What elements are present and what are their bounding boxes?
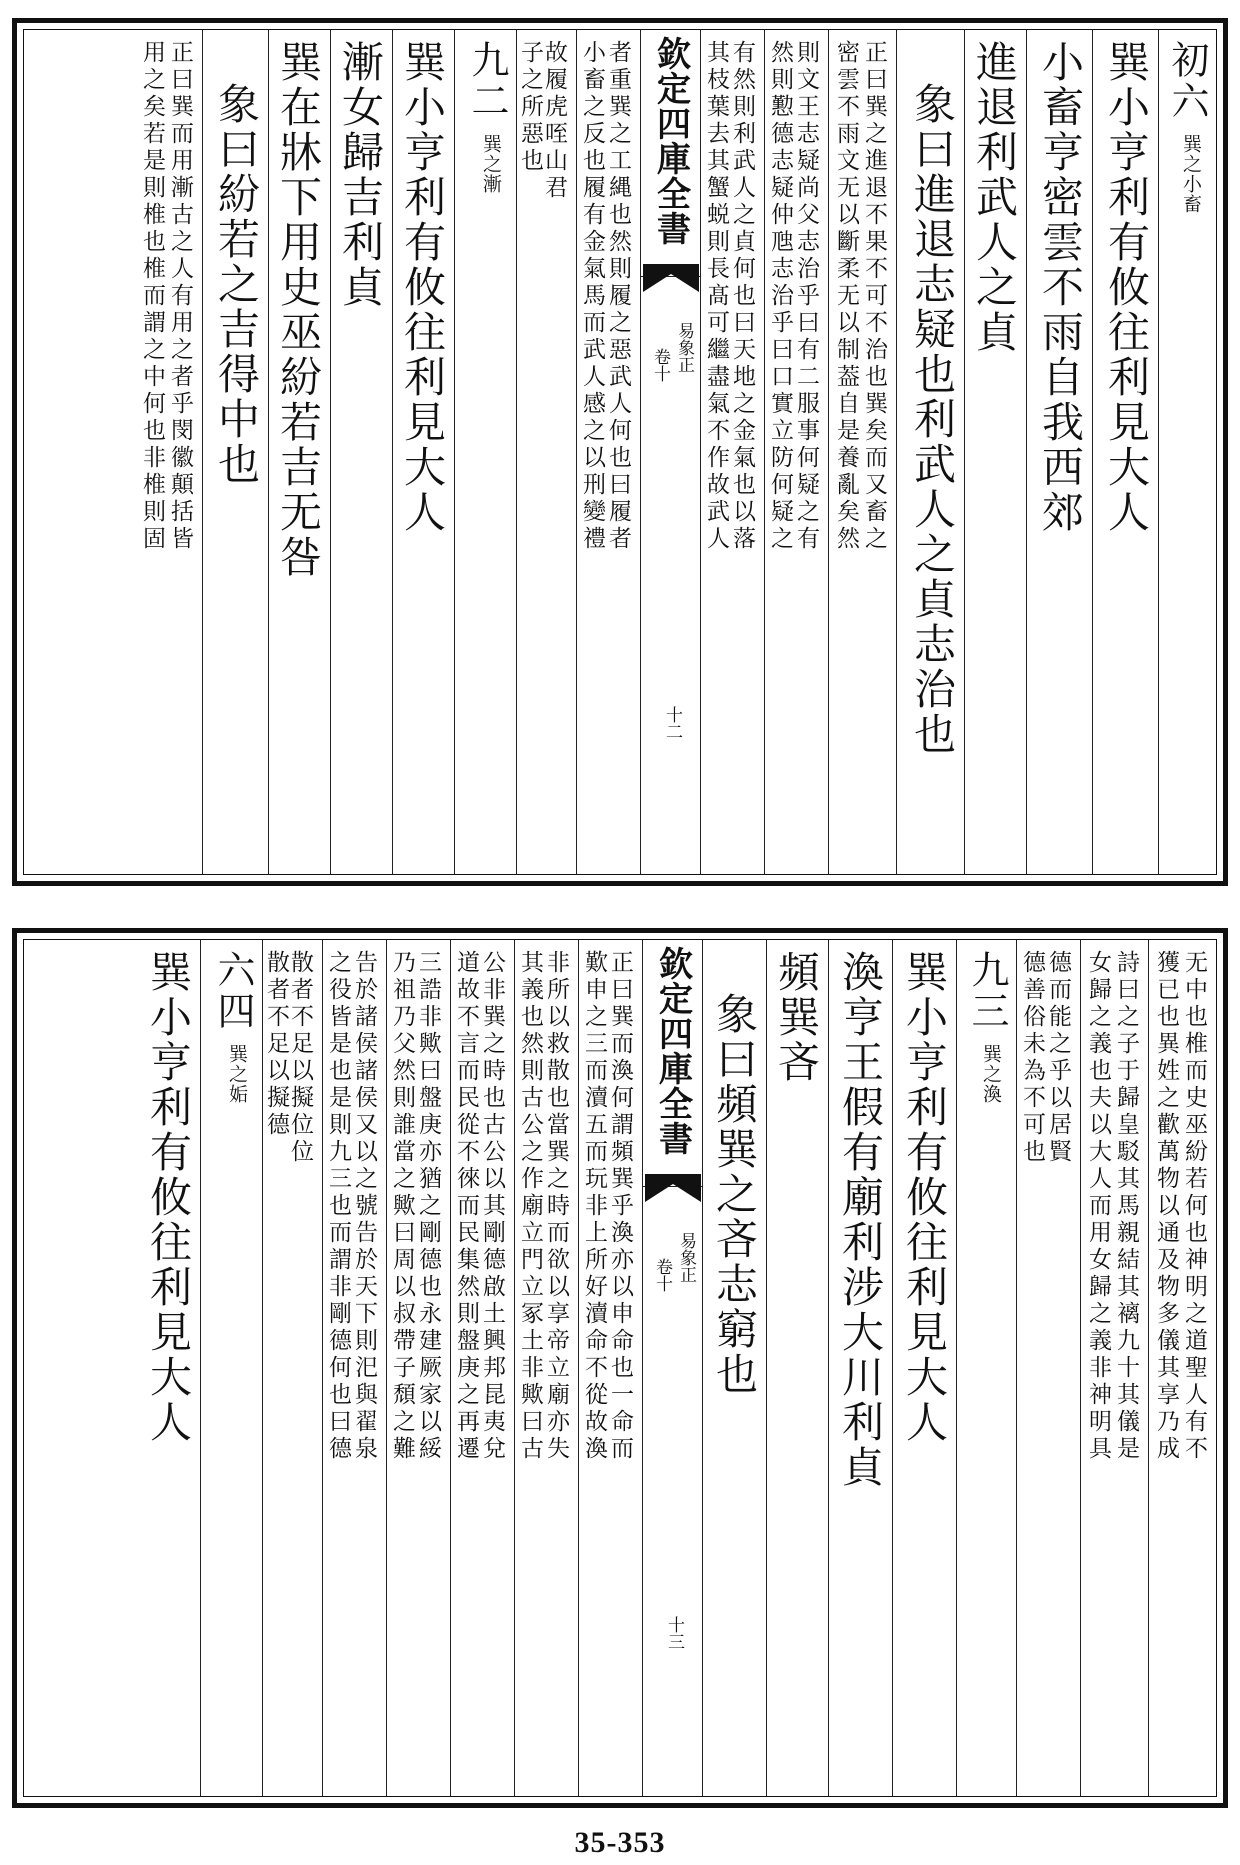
commentary-text: 其枝葉去其蟹蜕則長髙可繼盡氣不作故武人 [703,40,729,553]
commentary-text: 歎申之三而瀆五而玩非上所好瀆命不從故渙 [581,950,607,1463]
line-position-label: 六四 [211,950,255,1032]
commentary-text: 正曰巽而渙何謂頻巽乎渙亦以申命也一命而 [607,950,633,1463]
column-commentary [386,940,450,1796]
judgment-text: 巽小亨利有攸往利見大人 [144,950,193,1445]
commentary-text: 子之所惡也 [517,40,543,175]
upper-page-frame [23,29,1217,875]
hexagram-pair-note: 巽之漸 [480,134,502,194]
hexagram-pair-note: 巽之小畜 [1180,134,1202,214]
commentary-text: 公非巽之時也古公以其剛德啟土興邦昆夷兌 [479,950,505,1463]
commentary-text: 正曰巽之進退不果不可不治也巽矣而又畜之 [861,40,887,553]
hexagram-pair-note: 巽之姤 [226,1044,248,1104]
hexagram-pair-note: 巽之渙 [980,1044,1002,1104]
center-title-band [641,30,700,277]
column-commentary [1080,940,1148,1796]
commentary-text: 用之矣若是則椎也椎而謂之中何也非椎則固 [139,40,165,553]
commentary-text: 德而能之乎以居賢 [1045,950,1071,1166]
column-commentary [450,940,514,1796]
column-line-text [964,30,1026,874]
column-commentary [134,30,202,874]
center-title-band [643,940,702,1187]
column-line-head [200,940,262,1796]
lower-page [12,928,1228,1808]
column-judgment [892,940,956,1796]
commentary-text: 其義也然則古公之作廟立門立冢土非歟曰古 [517,950,543,1463]
judgment-text: 巽小亨利有攸往利見大人 [398,40,447,535]
column-commentary [322,940,386,1796]
column-image-text [202,30,268,874]
commentary-text: 故履虎咥山君 [541,40,567,202]
column-commentary [578,940,642,1796]
column-commentary [1016,940,1080,1796]
commentary-text: 則文王志疑尚父志治乎曰有二服事何疑之有 [793,40,819,553]
collection-title: 欽定四庫全書 [650,36,691,246]
line-position-label: 初六 [1165,40,1209,122]
commentary-text: 乃祖乃父然則誰當之歟曰周以叔帶子頹之難 [389,950,415,1463]
column-judgment [392,30,454,874]
line-text: 頻巽吝 [772,950,821,1085]
column-commentary [828,30,896,874]
column-commentary [764,30,828,874]
judgment-text: 小畜亨密雲不雨自我西郊 [1036,40,1085,535]
column-line-head [1158,30,1216,874]
line-text: 進退利武人之貞 [970,40,1019,355]
commentary-text: 詩曰之子于歸皇駁其馬親結其褵九十其儀是 [1113,950,1139,1463]
commentary-text: 德善俗未為不可也 [1019,950,1045,1166]
center-fold-column [642,940,702,1796]
image-text: 象曰進退志疑也利武人之貞志治也 [908,82,957,757]
commentary-text: 然則懃德志疑仲虺志治乎曰口實立防何疑之 [767,40,793,553]
column-image-text [896,30,964,874]
column-commentary [1148,940,1216,1796]
column-commentary [262,940,322,1796]
commentary-text: 三誥非歟曰盤庚亦猶之剛德也永建厥家以綏 [415,950,441,1463]
volume-number: 卷十 [650,348,670,382]
column-line-head [454,30,516,874]
judgment-text: 渙亨王假有廟利涉大川利貞 [836,950,885,1490]
column-line-head [956,940,1016,1796]
fish-tail-mark-icon [645,1174,701,1202]
commentary-text: 道故不言而民從不徠而民集然則盤庚之再遷 [453,950,479,1463]
commentary-text: 散者不足以擬德 [263,950,289,1139]
column-commentary [576,30,640,874]
judgment-text: 巽小亨利有攸往利見大人 [900,950,949,1445]
column-line-text [268,30,330,874]
column-commentary [516,30,576,874]
column-judgment [132,940,200,1796]
commentary-text: 正曰巽而用漸古之人有用之者乎閔徽顛括皆 [167,40,193,553]
judgment-text: 漸女歸吉利貞 [336,40,385,310]
commentary-text: 女歸之義也夫以大人而用女歸之義非神明具 [1085,950,1111,1463]
image-text: 象曰紛若之吉得中也 [212,82,261,487]
fish-tail-mark-icon [643,264,699,292]
commentary-text: 之役皆是也是則九三也而謂非剛德何也曰德 [325,950,351,1463]
volume-number: 卷十 [652,1258,672,1292]
commentary-text: 非所以救散也當巽之時而欲以享帝立廟亦失 [543,950,569,1463]
line-position-label: 九二 [465,40,509,122]
column-judgment [1092,30,1158,874]
commentary-text: 小畜之反也履有金氣馬而武人感之以刑變禮 [579,40,605,553]
upper-page [12,18,1228,886]
commentary-text: 者重巽之工縄也然則履之惡武人何也曰履者 [605,40,631,553]
line-text: 巽在牀下用史巫紛若吉无咎 [274,40,323,580]
column-image-text [702,940,766,1796]
image-text: 象曰頻巽之吝志窮也 [710,992,759,1397]
column-judgment [330,30,392,874]
folio-number: 十三 [664,1616,684,1650]
column-commentary [514,940,578,1796]
book-title: 易象正 [676,1232,696,1283]
column-judgment [828,940,892,1796]
commentary-text: 告於諸侯諸侯又以之號告於天下則汜與翟泉 [351,950,377,1463]
folio-number: 十二 [662,706,682,740]
book-title: 易象正 [674,322,694,373]
lower-page-frame [23,939,1217,1797]
page-number: 35-353 [574,1826,666,1859]
column-line-text [766,940,828,1796]
line-position-label: 九三 [965,950,1009,1032]
column-judgment [1026,30,1092,874]
judgment-text: 巽小亨利有攸往利見大人 [1102,40,1151,535]
commentary-text: 有然則利武人之貞何也曰天地之金氣也以落 [729,40,755,553]
column-commentary [700,30,764,874]
commentary-text: 无中也椎而史巫紛若何也神明之道聖人有不 [1181,950,1207,1463]
commentary-text: 獲已也異姓之歡萬物以通及物多儀其享乃成 [1153,950,1179,1463]
center-fold-column [640,30,700,874]
commentary-text: 密雲不雨文无以斷柔无以制葢自是養亂矣然 [833,40,859,553]
collection-title: 欽定四庫全書 [652,946,693,1156]
commentary-text: 散者不足以擬位位 [287,950,313,1166]
